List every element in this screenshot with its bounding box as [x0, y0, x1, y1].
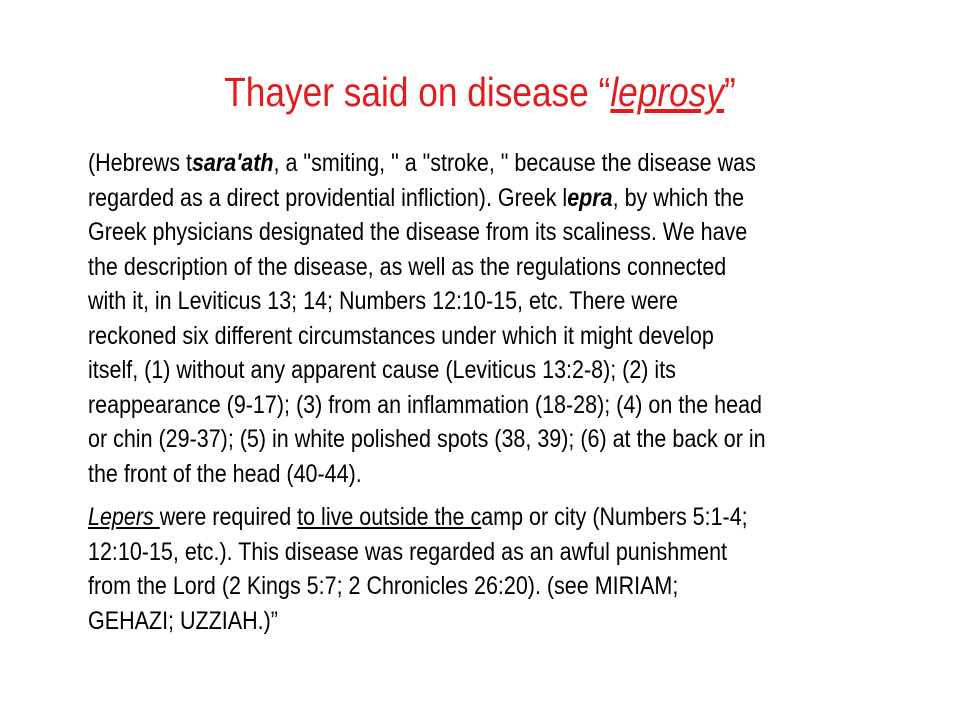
paragraph-hebrew-greek	[88, 146, 914, 491]
paragraph-lepers	[88, 500, 914, 638]
text-line: itself, (1) without any apparent cause (Leviticus 13:2-8); (2) its	[88, 356, 676, 384]
text-line: reckoned six different circumstances under which it might develop	[88, 321, 714, 350]
text-line: GEHAZI; UZZIAH.)”	[88, 606, 278, 635]
text-run: (Hebrews t	[88, 149, 192, 177]
text-line: 12:10-15, etc.). This disease was regarded as an awful punishment	[88, 537, 728, 566]
text-line: the description of the disease, as well as the regulations connected	[88, 252, 727, 281]
text-line: or chin (29-37); (5) in white polished spots (38, 39); (6) at the back or in	[88, 425, 766, 453]
hebrew-term: sara'ath	[191, 149, 274, 177]
text-line	[88, 146, 914, 181]
text-run: amp or city (Numbers 5:1-4;	[481, 503, 748, 531]
greek-term: epra	[567, 183, 613, 212]
underlined-phrase: to live outside the c	[297, 503, 482, 531]
text-run: were required	[159, 503, 298, 531]
text-line: Greek physicians designated the disease from its scaliness. We have	[88, 218, 748, 246]
slide-title	[67, 66, 893, 118]
text-line: reappearance (9-17); (3) from an inflammation (18-28); (4) on the head	[88, 390, 763, 419]
text-line: from the Lord (2 Kings 5:7; 2 Chronicles 26:20). (see MIRIAM;	[88, 572, 679, 600]
text-line	[88, 500, 914, 535]
text-run: regarded as a direct providential infliction). Greek l	[88, 183, 568, 212]
text-line	[88, 181, 914, 216]
title-suffix: ”	[724, 69, 736, 115]
title-prefix: Thayer said on disease “	[224, 69, 611, 115]
text-line: with it, in Leviticus 13; 14; Numbers 12:10-15, etc. There were	[88, 287, 678, 315]
text-run: , a "smiting, " a "stroke, " because the disease was	[273, 149, 756, 177]
text-run: , by which the	[612, 183, 745, 212]
title-emphasis: leprosy	[610, 69, 725, 115]
slide-body	[88, 146, 914, 638]
lepers-term: Lepers	[88, 503, 160, 531]
text-line: the front of the head (40-44).	[88, 459, 362, 488]
